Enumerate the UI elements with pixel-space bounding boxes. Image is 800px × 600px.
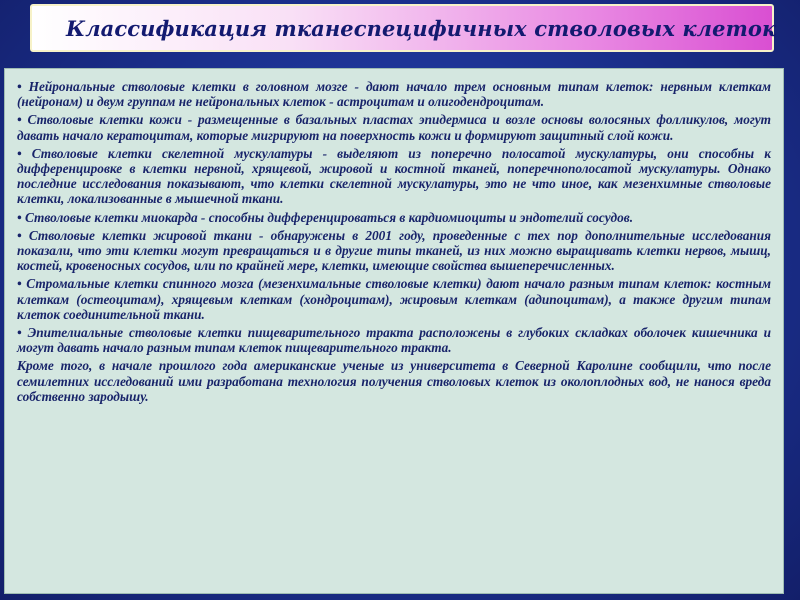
paragraph-adipose-stem-cells: • Стволовые клетки жировой ткани - обнаружены в 2001 году, проведенные с тех пор дополнительные исследования показали, что эти клетки могут превращаться и в другие типы тканей, из них можно выращивать клетки нервов, мышц, костей, кровеносных сосудов, или по крайней мере, клетки, имеющие свойства вышеперечисленных. bbox=[17, 227, 771, 274]
paragraph-amniotic-fluid-stem-cells: Кроме того, в начале прошлого года американские ученые из университета в Северной Каролине сообщили, что после семилетних исследований ими разработана технология получения стволовых клеток из околоплодных вод, не нанося вреда собственно зародышу. bbox=[17, 358, 771, 404]
content-box bbox=[4, 68, 784, 594]
paragraph-skeletal-muscle-stem-cells: • Стволовые клетки скелетной мускулатуры - выделяют из поперечно полосатой мускулатуры, они способны к дифференцировке в клетки нервной, хрящевой, жировой и костной тканей, поперечнополосатой мускулатуры. Однако последние исследования показывают, что клетки скелетной мускулатуры, это не что иное, как мезенхимные стволовые клетки, локализованные в мышечной ткани. bbox=[17, 145, 771, 207]
paragraph-stromal-cells: • Стромальные клетки спинного мозга (мезенхимальные стволовые клетки) дают начало разным типам клеток: костным клеткам (остеоцитам), хрящевым клеткам (хондроцитам), жировым клеткам (адипоцитам), а также другим типам клеток соединительной ткани. bbox=[17, 276, 771, 322]
paragraph-skin-stem-cells: • Стволовые клетки кожи - размещенные в базальных пластах эпидермиса и возле основы волосяных фолликулов, могут давать начало кератоцитам, которые мигрируют на поверхность кожи и формируют защитный слой кожи. bbox=[17, 112, 771, 143]
paragraph-neural-stem-cells: • Нейрональные стволовые клетки в головном мозге - дают начало трем основным типам клеток: нервным клеткам (нейронам) и двум группам не нейрональных клеток - астроцитам и олигодендроцитам. bbox=[17, 79, 771, 110]
title-bar bbox=[30, 4, 777, 52]
paragraph-epithelial-stem-cells: • Эпителиальные стволовые клетки пищеварительного тракта расположены в глубоких складках оболочек кишечника и могут давать начало разным типам клеток пищеварительного тракта. bbox=[17, 325, 771, 356]
paragraph-myocardium-stem-cells: • Стволовые клетки миокарда - способны дифференцироваться в кардиомиоциты и эндотелий сосудов. bbox=[17, 209, 634, 225]
slide-title: Классификация тканеспецифичных стволовых клеток bbox=[66, 15, 777, 41]
